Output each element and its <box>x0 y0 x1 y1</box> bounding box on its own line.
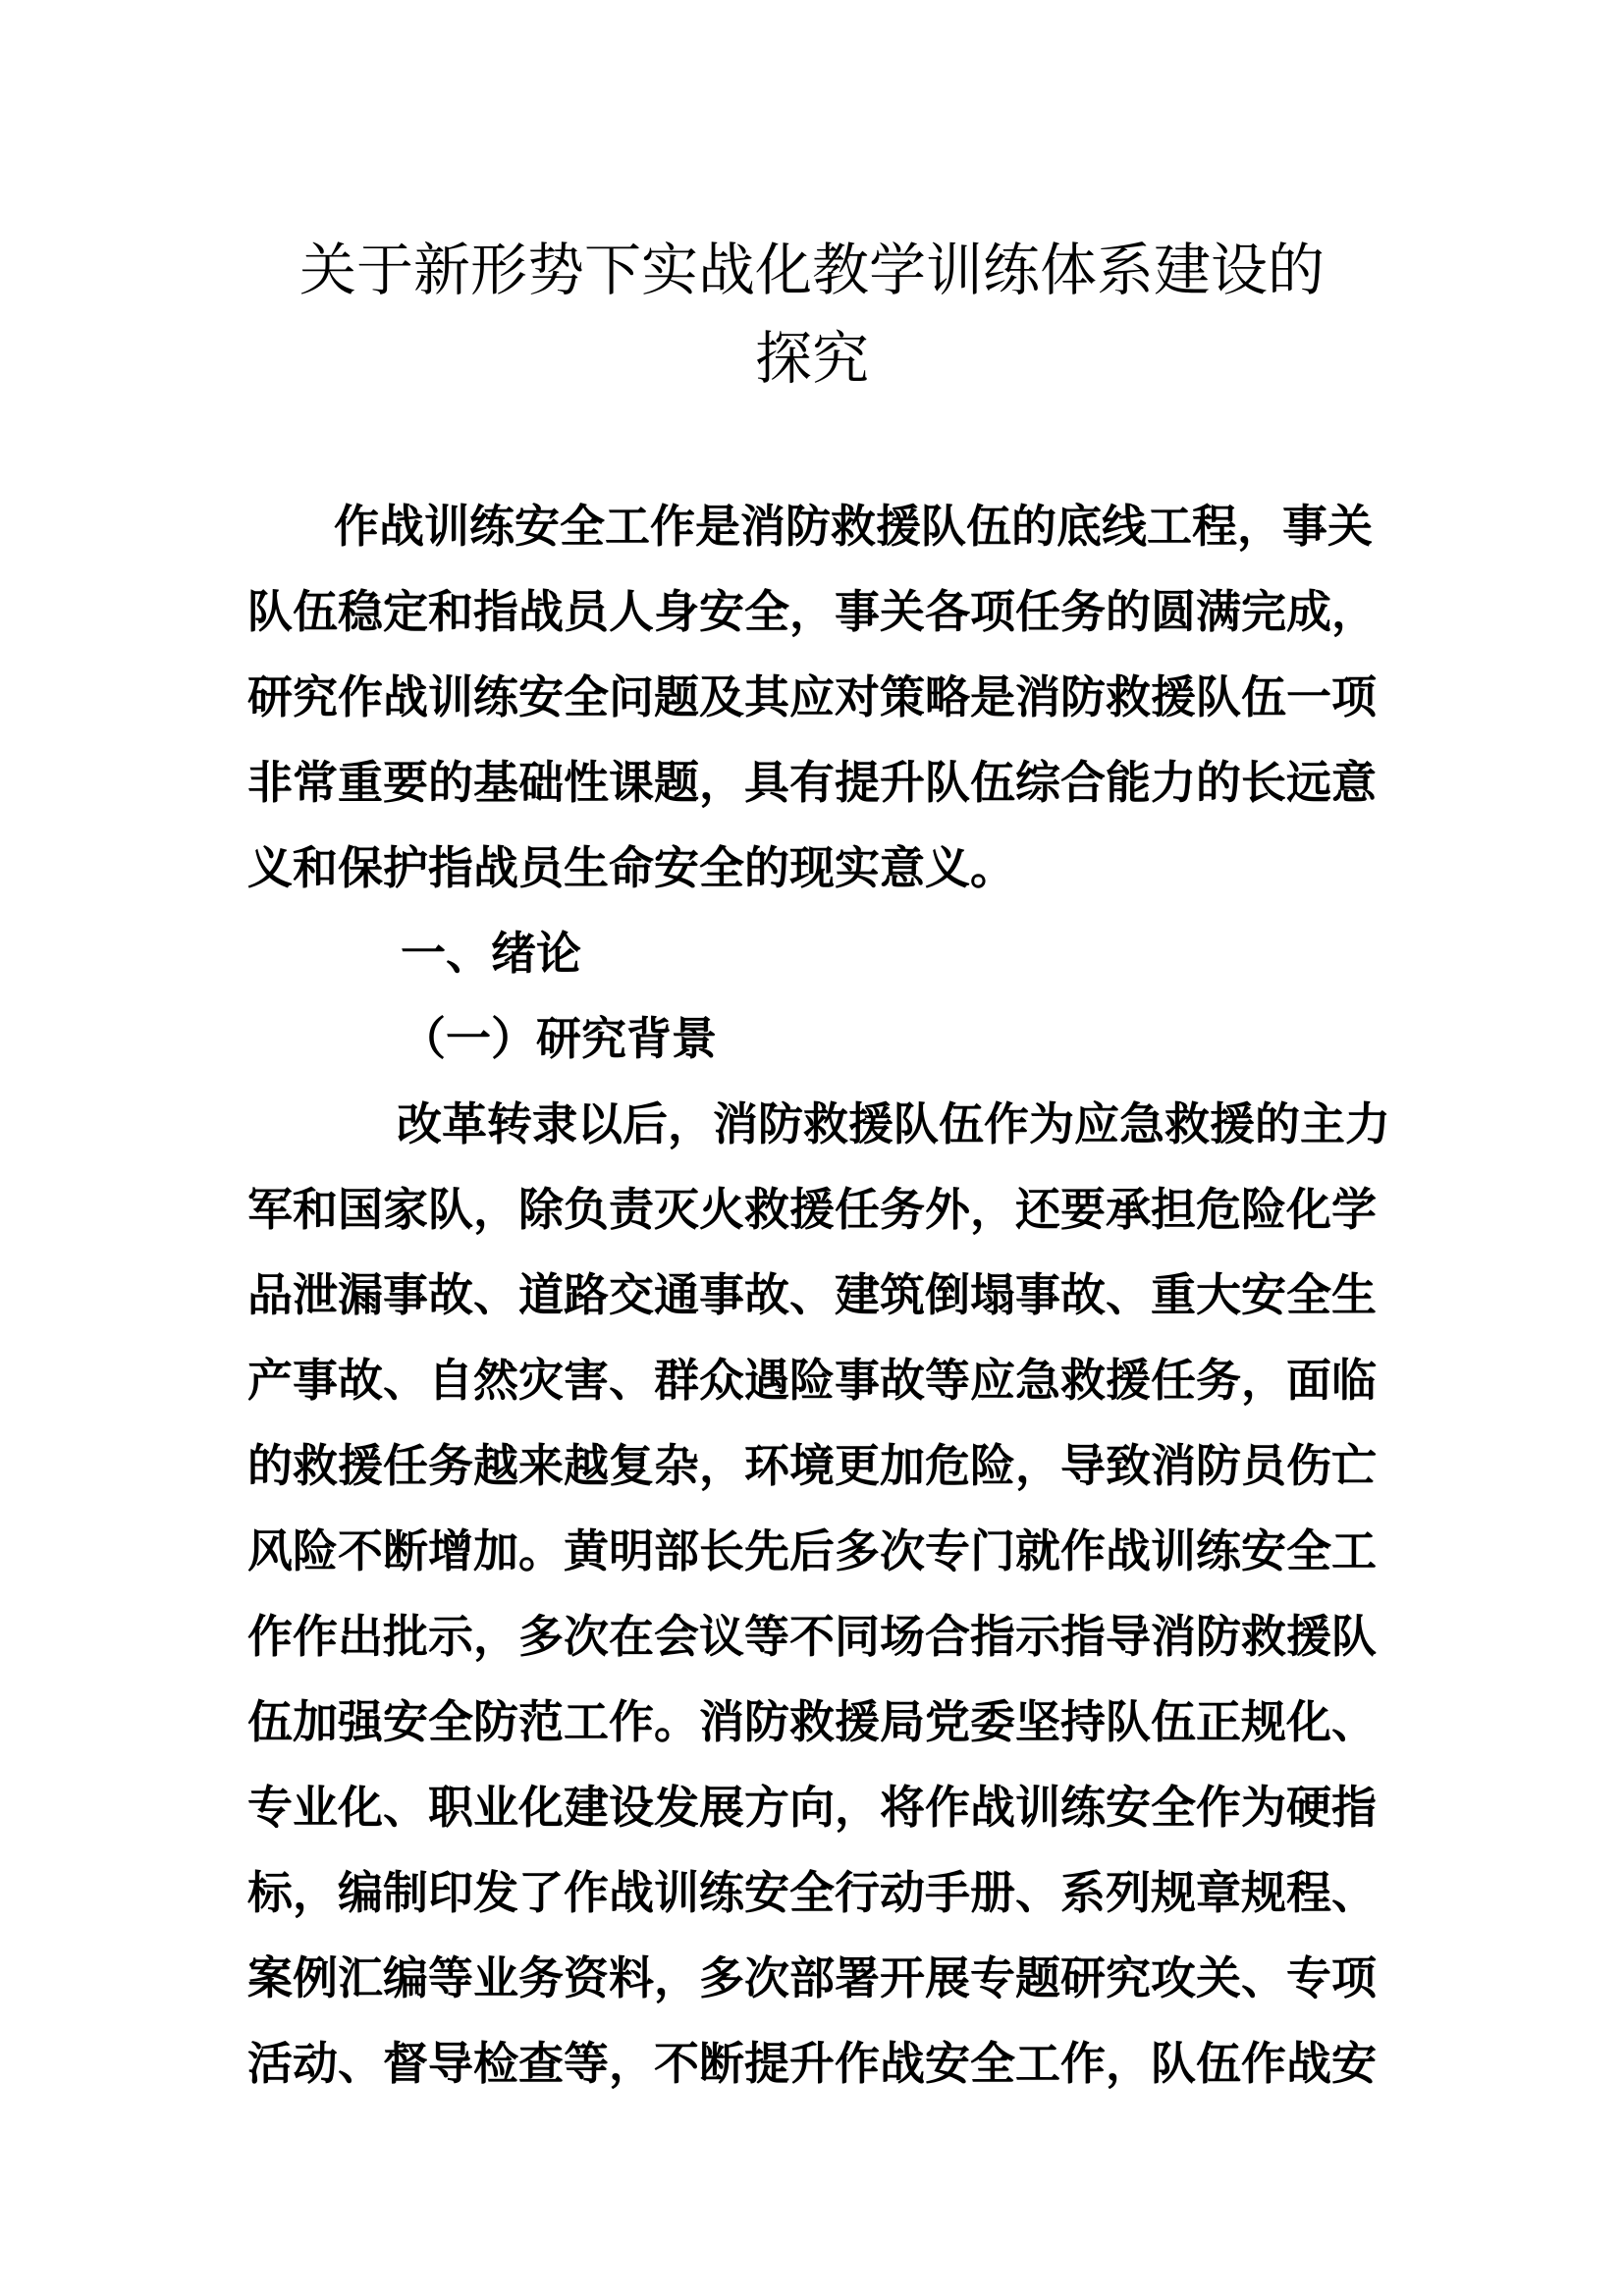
intro-line-4: 非常重要的基础性课题，具有提升队伍综合能力的长远意 <box>247 756 1377 809</box>
background-line-1: 改革转隶以后，消防救援队伍作为应急救援的主力 <box>397 1097 1390 1150</box>
background-line-12: 活动、督导检查等，不断提升作战安全工作，队伍作战安 <box>247 2037 1377 2090</box>
section-heading: 一、绪论 <box>401 927 581 980</box>
background-line-8: 伍加强安全防范工作。消防救援局党委坚持队伍正规化、 <box>247 1695 1377 1748</box>
intro-line-3: 研究作战训练安全问题及其应对策略是消防救援队伍一项 <box>247 670 1377 723</box>
document-title-line-1: 关于新形势下实战化教学训练体系建设的 <box>298 237 1325 303</box>
background-line-6: 风险不断增加。黄明部长先后多次专门就作战训练安全工 <box>247 1524 1377 1577</box>
subsection-heading: （一）研究背景 <box>401 1012 717 1065</box>
background-line-3: 品泄漏事故、道路交通事故、建筑倒塌事故、重大安全生 <box>247 1268 1377 1321</box>
background-line-11: 案例汇编等业务资料，多次部署开展专题研究攻关、专项 <box>247 1951 1377 2004</box>
document-title-line-2: 探究 <box>754 325 869 392</box>
background-line-9: 专业化、职业化建设发展方向，将作战训练安全作为硬指 <box>247 1781 1377 1834</box>
background-line-10: 标，编制印发了作战训练安全行动手册、系列规章规程、 <box>247 1866 1377 1919</box>
intro-line-1: 作战训练安全工作是消防救援队伍的底线工程，事关 <box>334 500 1373 553</box>
background-line-7: 作作出批示，多次在会议等不同场合指示指导消防救援队 <box>247 1610 1377 1663</box>
intro-line-5: 义和保护指战员生命安全的现实意义。 <box>247 841 1015 894</box>
intro-line-2: 队伍稳定和指战员人身安全，事关各项任务的圆满完成， <box>247 585 1377 638</box>
background-line-2: 军和国家队，除负责灭火救援任务外，还要承担危险化学 <box>247 1183 1377 1236</box>
background-line-5: 的救援任务越来越复杂，环境更加危险，导致消防员伤亡 <box>247 1439 1377 1492</box>
background-line-4: 产事故、自然灾害、群众遇险事故等应急救援任务，面临 <box>247 1354 1377 1407</box>
